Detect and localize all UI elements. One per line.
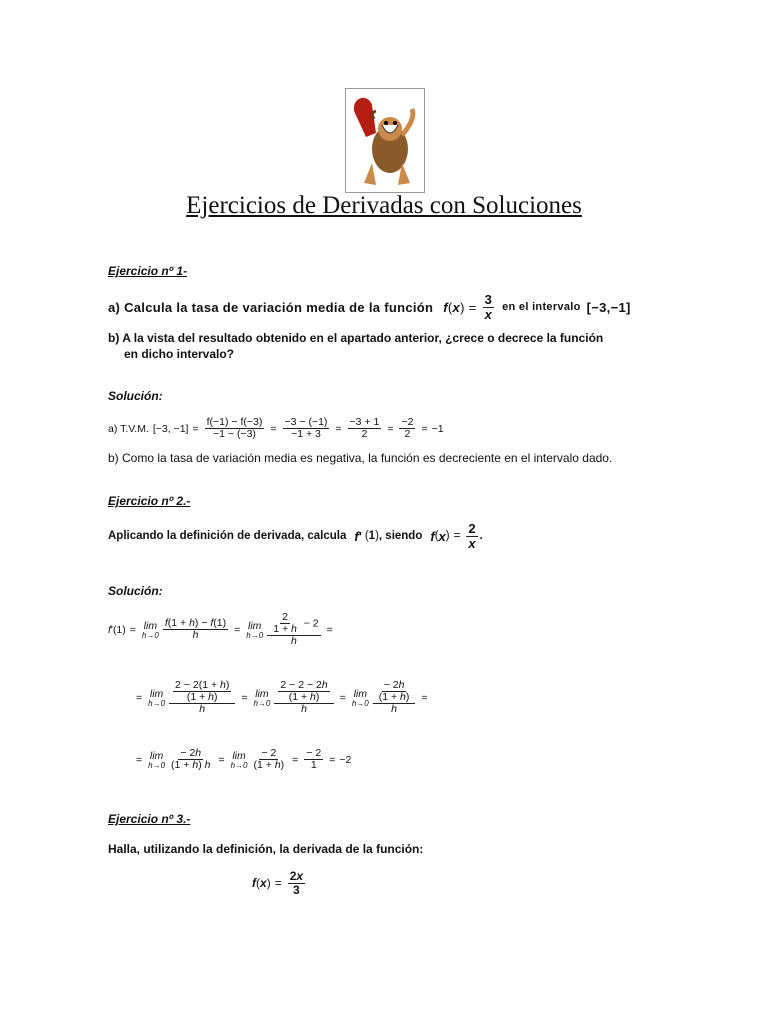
ex1-part-a: a) Calcula la tasa de variación media de la función f ( x ) = $\frac{3}{x}$ en el intervalo [−3,−1]	[108, 292, 631, 322]
ex1-interval-text: en el intervalo	[502, 301, 581, 314]
ex2-derivation-step3: = lim h→0 $\frac{- 2h}{(1 + h) h}$ = lim h→0 $\frac{- 2}{(1 + h)}$ = $\frac{- 2}{1}$ = −2	[136, 747, 352, 772]
ex1-fraction-3-over-x: $\frac{3}{x}$	[484, 292, 493, 322]
ex1-function-f: f	[443, 299, 448, 315]
ex2-solution-label: Solución:	[108, 584, 163, 598]
ex3-statement: Halla, utilizando la definición, la derivada de la función:	[108, 842, 424, 856]
ex2-siendo: , siendo	[378, 530, 423, 543]
page-title: Ejercicios de Derivadas con Soluciones	[186, 192, 582, 219]
ex3-heading: Ejercicio nº 3.-	[108, 812, 191, 826]
caveman-cartoon-image	[346, 89, 424, 192]
ex1-solution-label: Solución:	[108, 389, 163, 403]
ex1-part-b	[108, 330, 603, 362]
ex2-heading: Ejercicio nº 2.-	[108, 494, 191, 508]
ex2-derivation-step1: f ' (1) = lim h→0 $\frac{f(1 + h) - f(1)}{h}$ = lim h→0 $\frac{2}{1 + h}$ − 2 h =	[108, 611, 333, 648]
ex1-heading: Ejercicio nº 1-	[108, 264, 188, 278]
caveman-logo	[345, 88, 425, 193]
ex2-statement-text: Aplicando la definición de derivada, calcula	[108, 530, 347, 543]
ex1-b-line2: en dicho intervalo?	[124, 347, 235, 361]
ex1-a-text: a) Calcula la tasa de variación media de la función	[108, 299, 434, 315]
ex1-b-line1: b) A la vista del resultado obtenido en el apartado anterior, ¿crece o decrece la función	[108, 331, 604, 345]
ex2-statement: Aplicando la definición de derivada, calcula f ' ( 1 ) , siendo f ( x ) = $\frac{2}{x}$ .	[108, 521, 483, 551]
ex1-sol-a-interval: [−3, −1]	[152, 422, 189, 435]
ex3-function: f ( x ) = $\frac{2x}{3}$	[252, 869, 304, 897]
ex1-sol-a-prefix: a) T.V.M.	[108, 422, 149, 435]
ex1-solution-b: b) Como la tasa de variación media es negativa, la función es decreciente en el intervalo dado.	[108, 451, 613, 465]
ex2-derivation-step2: = lim h→0 $\frac{\frac{2 - 2(1 + h)}{(1 + h)}}{h}$ = lim h→0 $\frac{\frac{2 - 2 - 2h}{(1 + h)}}{h}$ = lim h→0 $\frac{\frac{- 2h}{(1 + h)}}{h}$ =	[136, 679, 428, 716]
ex1-interval: [−3,−1]	[586, 299, 631, 315]
ex1-solution-a: a) T.V.M. [−3, −1] = $\frac{f(-1) - f(-3)}{-1 - (-3)}$ = $\frac{-3 - (-1)}{-1 + 3}$ = $\frac{-3 + 1}{2}$ = $\frac{-2}{2}$ = −1	[108, 416, 444, 441]
